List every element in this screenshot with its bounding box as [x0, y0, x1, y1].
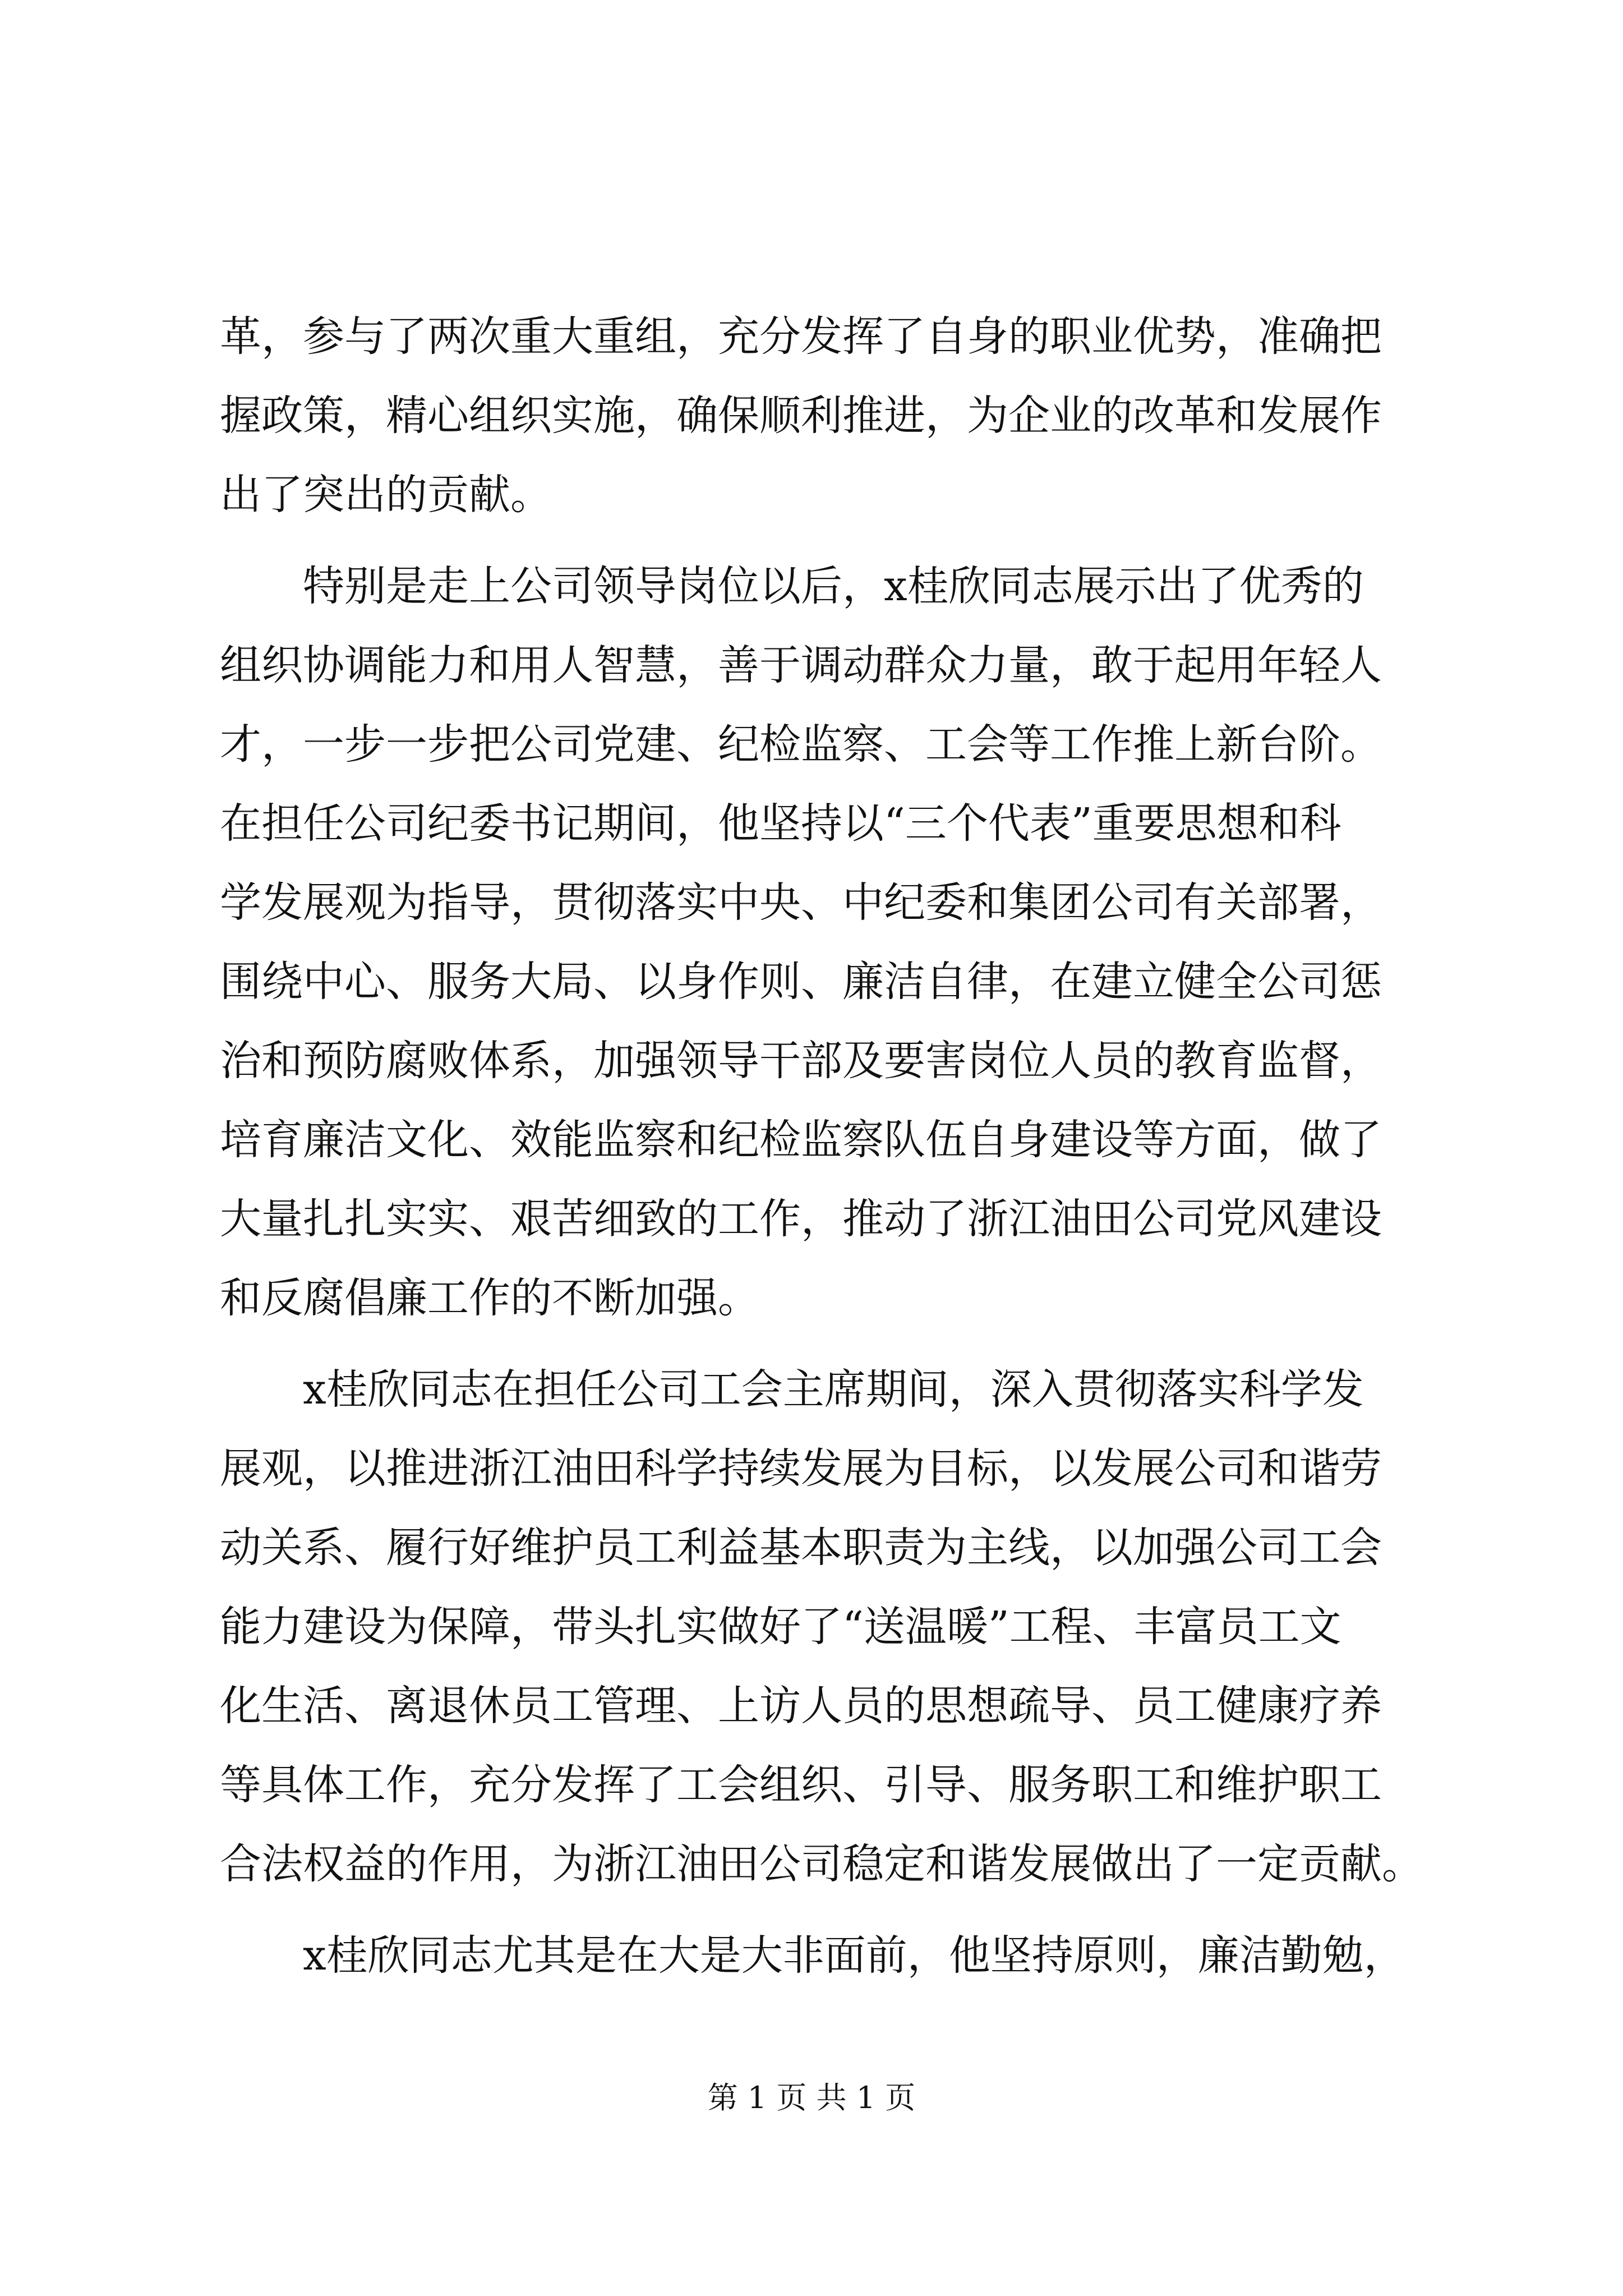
text-line: 大量扎扎实实、艰苦细致的工作，推动了浙江油田公司党风建设 — [220, 1195, 1382, 1243]
paragraph-start-line: x桂欣同志在担任公司工会主席期间，深入贯彻落实科学发 — [303, 1365, 1364, 1414]
text-line: 才，一步一步把公司党建、纪检监察、工会等工作推上新台阶。 — [220, 720, 1382, 769]
text-line: 握政策，精心组织实施，确保顺利推进，为企业的改革和发展作 — [220, 392, 1382, 440]
text-line: 动关系、履行好维护员工利益基本职责为主线，以加强公司工会 — [220, 1524, 1382, 1572]
text-line: 出了突出的贡献。 — [220, 471, 552, 519]
text-line: 化生活、离退休员工管理、上访人员的思想疏导、员工健康疗养 — [220, 1682, 1382, 1730]
page-number-label: 第 1 页 共 1 页 — [707, 2080, 916, 2115]
text-line: 和反腐倡廉工作的不断加强。 — [220, 1274, 759, 1322]
text-line: 组织协调能力和用人智慧，善于调动群众力量，敢于起用年轻人 — [220, 641, 1382, 689]
text-line: 革，参与了两次重大重组，充分发挥了自身的职业优势，准确把 — [220, 312, 1382, 361]
text-line: 展观，以推进浙江油田科学持续发展为目标，以发展公司和谐劳 — [220, 1444, 1382, 1493]
text-line: 能力建设为保障，带头扎实做好了“送温暖”工程、丰富员工文 — [220, 1603, 1341, 1651]
text-line: 等具体工作，充分发挥了工会组织、引导、服务职工和维护职工 — [220, 1761, 1382, 1809]
document-body — [220, 297, 1454, 1995]
paragraph-start-line: x桂欣同志尤其是在大是大非面前，他坚持原则，廉洁勤勉， — [303, 1931, 1405, 1980]
text-line: 合法权益的作用，为浙江油田公司稳定和谐发展做出了一定贡献。 — [220, 1840, 1423, 1888]
text-line: 培育廉洁文化、效能监察和纪检监察队伍自身建设等方面，做了 — [220, 1116, 1382, 1164]
text-line: 学发展观为指导，贯彻落实中央、中纪委和集团公司有关部署， — [220, 878, 1382, 927]
text-line: 围绕中心、服务大局、以身作则、廉洁自律，在建立健全公司惩 — [220, 958, 1382, 1006]
text-line: 在担任公司纪委书记期间，他坚持以“三个代表”重要思想和科 — [220, 799, 1341, 848]
paragraph-start-line: 特别是走上公司领导岗位以后，x桂欣同志展示出了优秀的 — [303, 562, 1364, 610]
page-footer — [0, 2076, 1623, 2120]
text-line: 治和预防腐败体系，加强领导干部及要害岗位人员的教育监督， — [220, 1037, 1382, 1085]
